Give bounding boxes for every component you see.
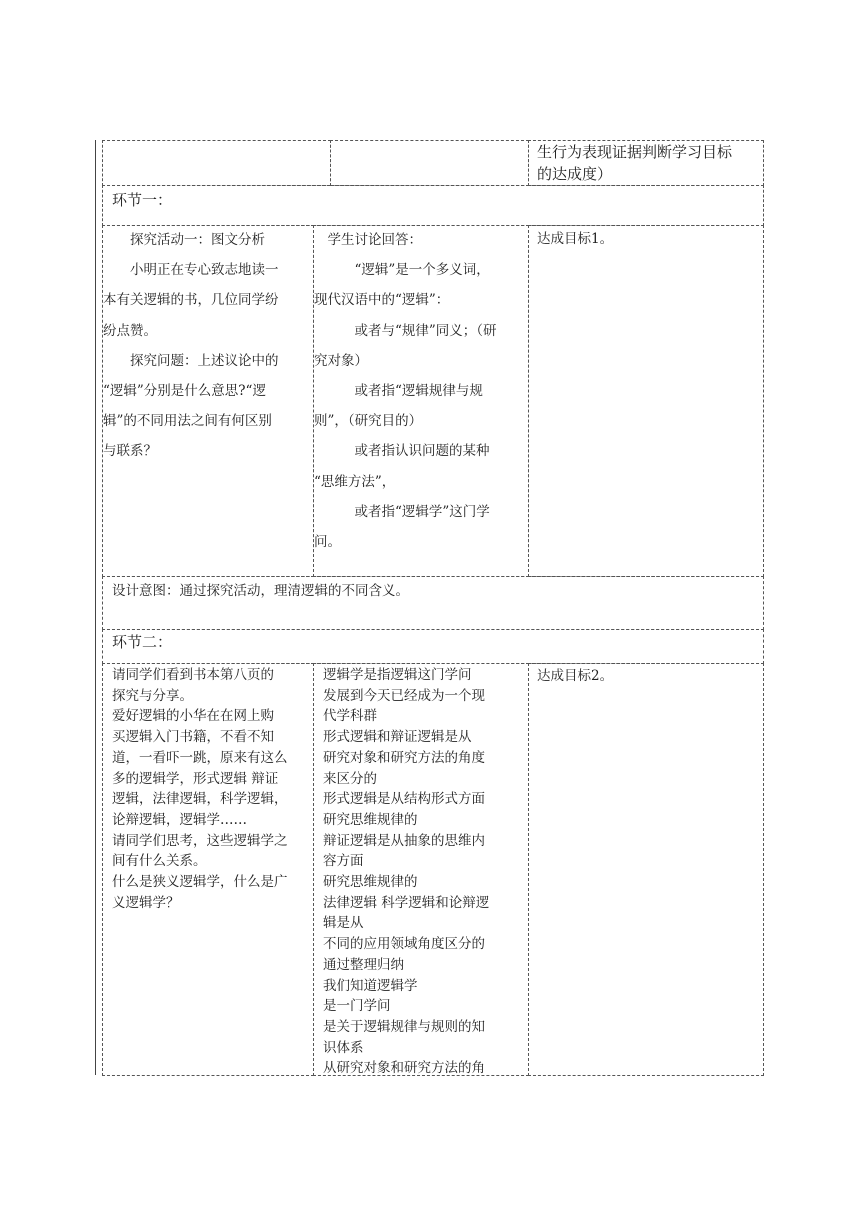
section2-student-cell [313,663,529,1076]
text-line: 或者指“逻辑规律与规 [314,383,483,400]
text-line: “逻辑”分别是什么意思?“逻 [103,383,266,400]
text-line: 生行为表现证据判断学习目标 [537,143,733,161]
text-line: 研究思维规律的 [323,811,418,828]
header-cell-3-text [537,141,732,185]
text-line: 道，一看吓一跳，原来有这么 [112,749,288,766]
text-line: 爱好逻辑的小华在在网上购 [112,708,274,725]
text-line: 探究问题：上述议论中的 [103,352,279,369]
text-line: 多的逻辑学，形式逻辑 辩证 [112,770,279,787]
text-line: 的达成度） [537,165,613,183]
text-line: 是关于逻辑规律与规则的知 [323,1018,485,1035]
text-line: 现代汉语中的“逻辑”： [314,292,450,309]
text-line: 或者与“规律”同义；（研 [314,322,497,339]
text-line: 形式逻辑是从结构形式方面 [323,791,485,808]
text-line: 探究与分享。 [112,687,193,704]
text-line: 识体系 [323,1039,364,1056]
header-cell-2 [330,140,529,186]
text-line: 则”，（研究目的） [314,413,423,430]
text-line: 通过整理归纳 [323,956,404,973]
text-line: 逻辑学是指逻辑这门学问 [323,667,472,683]
text-line: 辑是从 [323,915,364,932]
section1-student-text [314,225,497,557]
text-line: “思维方法”， [314,473,396,490]
text-line: 义逻辑学？ [112,894,180,911]
text-line: 本有关逻辑的书，几位同学纷 [103,292,279,309]
text-line: 研究思维规律的 [323,874,418,891]
section1-activity-cell [102,225,314,577]
text-line: 发展到今天已经成为一个现 [323,687,485,704]
left-margin-rule [95,140,96,1075]
section2-activity-cell [102,663,314,1076]
text-line: 论辩逻辑，逻辑学…… [112,811,247,828]
section2-title-row [102,629,764,664]
section2-title: 环节二： [112,633,173,651]
section2-goal-text: 达成目标2。 [537,668,614,684]
text-line: 间有什么关系。 [112,853,207,870]
section1-title-row [102,185,764,226]
text-line: 学生讨论回答： [314,232,422,248]
text-line: 辩证逻辑是从抽象的思维内 [323,832,485,849]
section1-design-intent: 设计意图：通过探究活动，理清逻辑的不同含义。 [112,583,409,599]
text-line: 辑”的不同用法之间有何区别 [103,413,272,430]
text-line: 来区分的 [323,770,377,787]
section1-goal-text: 达成目标1。 [537,231,614,247]
text-line: 从研究对象和研究方法的角 [323,1060,485,1077]
text-line: 不同的应用领域角度区分的 [323,936,485,953]
text-line: 代学科群 [323,708,377,725]
section2-activity-text [112,665,288,913]
text-line: 探究活动一：图文分析 [103,232,265,248]
text-line: 我们知道逻辑学 [323,977,418,994]
text-line: 或者指“逻辑学”这门学 [314,503,490,520]
text-line: 什么是狭义逻辑学，什么是广 [112,874,288,891]
text-line: 究对象） [314,352,368,369]
text-line: 请同学们思考，这些逻辑学之 [112,832,288,849]
text-line: 买逻辑入门书籍，不看不知 [112,729,274,746]
section1-student-cell [313,225,529,577]
header-cell-1 [102,140,331,186]
text-line: 与联系？ [103,443,157,460]
text-line: 请同学们看到书本第八页的 [112,667,274,683]
header-cell-3 [528,140,764,186]
section1-design-intent-row [102,576,764,630]
text-line: 逻辑，法律逻辑，科学逻辑， [112,791,288,808]
section1-title: 环节一： [112,191,173,209]
text-line: “逻辑”是一个多义词， [314,262,490,279]
section2-goal-cell [528,663,764,1076]
text-line: 形式逻辑和辩证逻辑是从 [323,729,472,746]
text-line: 小明正在专心致志地读一 [103,262,279,279]
text-line: 研究对象和研究方法的角度 [323,749,485,766]
section1-goal-cell [528,225,764,577]
section2-student-text [323,665,489,1079]
text-line: 容方面 [323,853,364,870]
text-line: 是一门学问 [323,998,391,1015]
text-line: 纷点赞。 [103,322,157,339]
text-line: 法律逻辑 科学逻辑和论辩逻 [323,894,490,911]
section1-activity-text [103,225,279,467]
text-line: 或者指认识问题的某种 [314,443,490,460]
text-line: 问。 [314,534,341,551]
